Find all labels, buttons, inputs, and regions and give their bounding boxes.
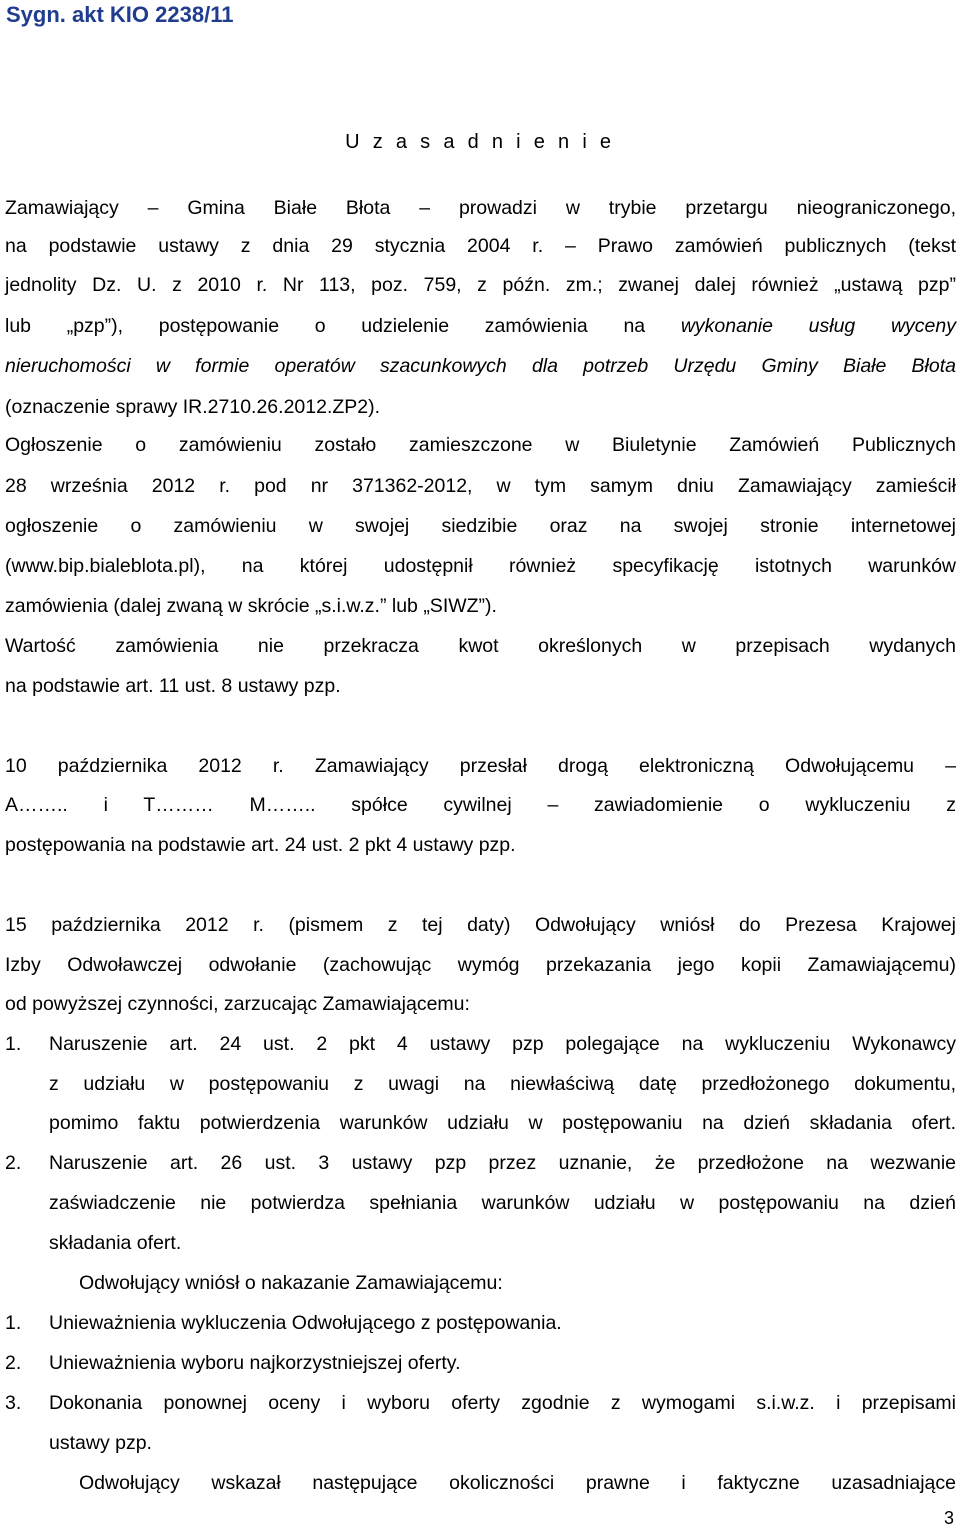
list-item-text: Naruszenie art. 24 ust. 2 pkt 4 ustawy pzp polegające na wykluczeniu Wykonawcy	[49, 1033, 956, 1055]
list-item-text: Unieważnienia wyboru najkorzystniejszej oferty.	[49, 1352, 461, 1374]
text-line	[5, 313, 956, 339]
text-line: Izby Odwoławczej odwołanie (zachowując wymóg przekazania jego kopii Zamawiającemu)	[5, 954, 956, 976]
list-number: 1.	[5, 1033, 22, 1055]
page-number: 3	[943, 1508, 954, 1528]
text-line: (oznaczenie sprawy IR.2710.26.2012.ZP2).	[5, 396, 381, 418]
list-item-text: zaświadczenie nie potwierdza spełniania warunków udziału w postępowaniu na dzień	[49, 1192, 956, 1214]
text-line: na podstawie ustawy z dnia 29 stycznia 2004 r. – Prawo zamówień publicznych (tekst	[5, 235, 956, 257]
italic-text-segment: wykonanie usług wyceny	[680, 315, 956, 337]
text-line: Zamawiający – Gmina Białe Błota – prowadzi w trybie przetargu nieograniczonego,	[5, 197, 956, 219]
list-item-text: Naruszenie art. 26 ust. 3 ustawy pzp przez uznanie, że przedłożone na wezwanie	[49, 1152, 956, 1174]
text-line: (www.bip.bialeblota.pl), na której udostępnił również specyfikację istotnych warunków	[5, 555, 956, 577]
text-line: zamówienia (dalej zwaną w skrócie „s.i.w.z.” lub „SIWZ”).	[5, 595, 497, 617]
list-item-text: składania ofert.	[49, 1232, 182, 1254]
text-line: na podstawie art. 11 ust. 8 ustawy pzp.	[5, 675, 341, 697]
list-item-text: z udziału w postępowaniu z uwagi na niewłaściwą datę przedłożonego dokumentu,	[49, 1073, 956, 1095]
list-item-text: ustawy pzp.	[49, 1432, 152, 1454]
list-item-text: Dokonania ponownej oceny i wyboru oferty zgodnie z wymogami s.i.w.z. i przepisami	[49, 1392, 956, 1414]
text-line: 28 września 2012 r. pod nr 371362-2012, w tym samym dniu Zamawiający zamieścił	[5, 475, 956, 497]
list-number: 1.	[5, 1312, 22, 1334]
text-line: ogłoszenie o zamówieniu w swojej siedzibie oraz na swojej stronie internetowej	[5, 515, 956, 537]
text-segment: lub „pzp”), postępowanie o udzielenie zamówienia na	[5, 315, 681, 337]
text-line: postępowania na podstawie art. 24 ust. 2 pkt 4 ustawy pzp.	[5, 834, 516, 856]
document-title: U z a s a d n i e n i e	[345, 131, 615, 153]
list-item-text: pomimo faktu potwierdzenia warunków udziału w postępowaniu na dzień składania ofert.	[49, 1112, 956, 1134]
text-line: A…….. i T……… M…….. spółce cywilnej – zawiadomienie o wykluczeniu z	[5, 794, 956, 816]
list-number: 3.	[5, 1392, 22, 1414]
text-line: Ogłoszenie o zamówieniu zostało zamieszczone w Biuletynie Zamówień Publicznych	[5, 434, 956, 456]
list-item-text: Unieważnienia wykluczenia Odwołującego z postępowania.	[49, 1312, 562, 1334]
text-line: 15 października 2012 r. (pismem z tej daty) Odwołujący wniósł do Prezesa Krajowej	[5, 914, 956, 936]
text-line: jednolity Dz. U. z 2010 r. Nr 113, poz. 759, z późn. zm.; zwanej dalej również „ustawą pzp”	[5, 274, 956, 296]
text-line: Odwołujący wniósł o nakazanie Zamawiającemu:	[79, 1272, 503, 1294]
list-number: 2.	[5, 1352, 22, 1374]
text-line: od powyższej czynności, zarzucając Zamawiającemu:	[5, 993, 470, 1015]
text-line-italic: nieruchomości w formie operatów szacunkowych dla potrzeb Urzędu Gminy Białe Błota	[5, 355, 956, 377]
text-line: Odwołujący wskazał następujące okoliczności prawne i faktyczne uzasadniające	[79, 1472, 956, 1494]
case-reference: Sygn. akt KIO 2238/11	[6, 2, 234, 27]
text-line: 10 października 2012 r. Zamawiający przesłał drogą elektroniczną Odwołującemu –	[5, 755, 956, 777]
list-number: 2.	[5, 1152, 22, 1174]
text-line: Wartość zamówienia nie przekracza kwot określonych w przepisach wydanych	[5, 635, 956, 657]
